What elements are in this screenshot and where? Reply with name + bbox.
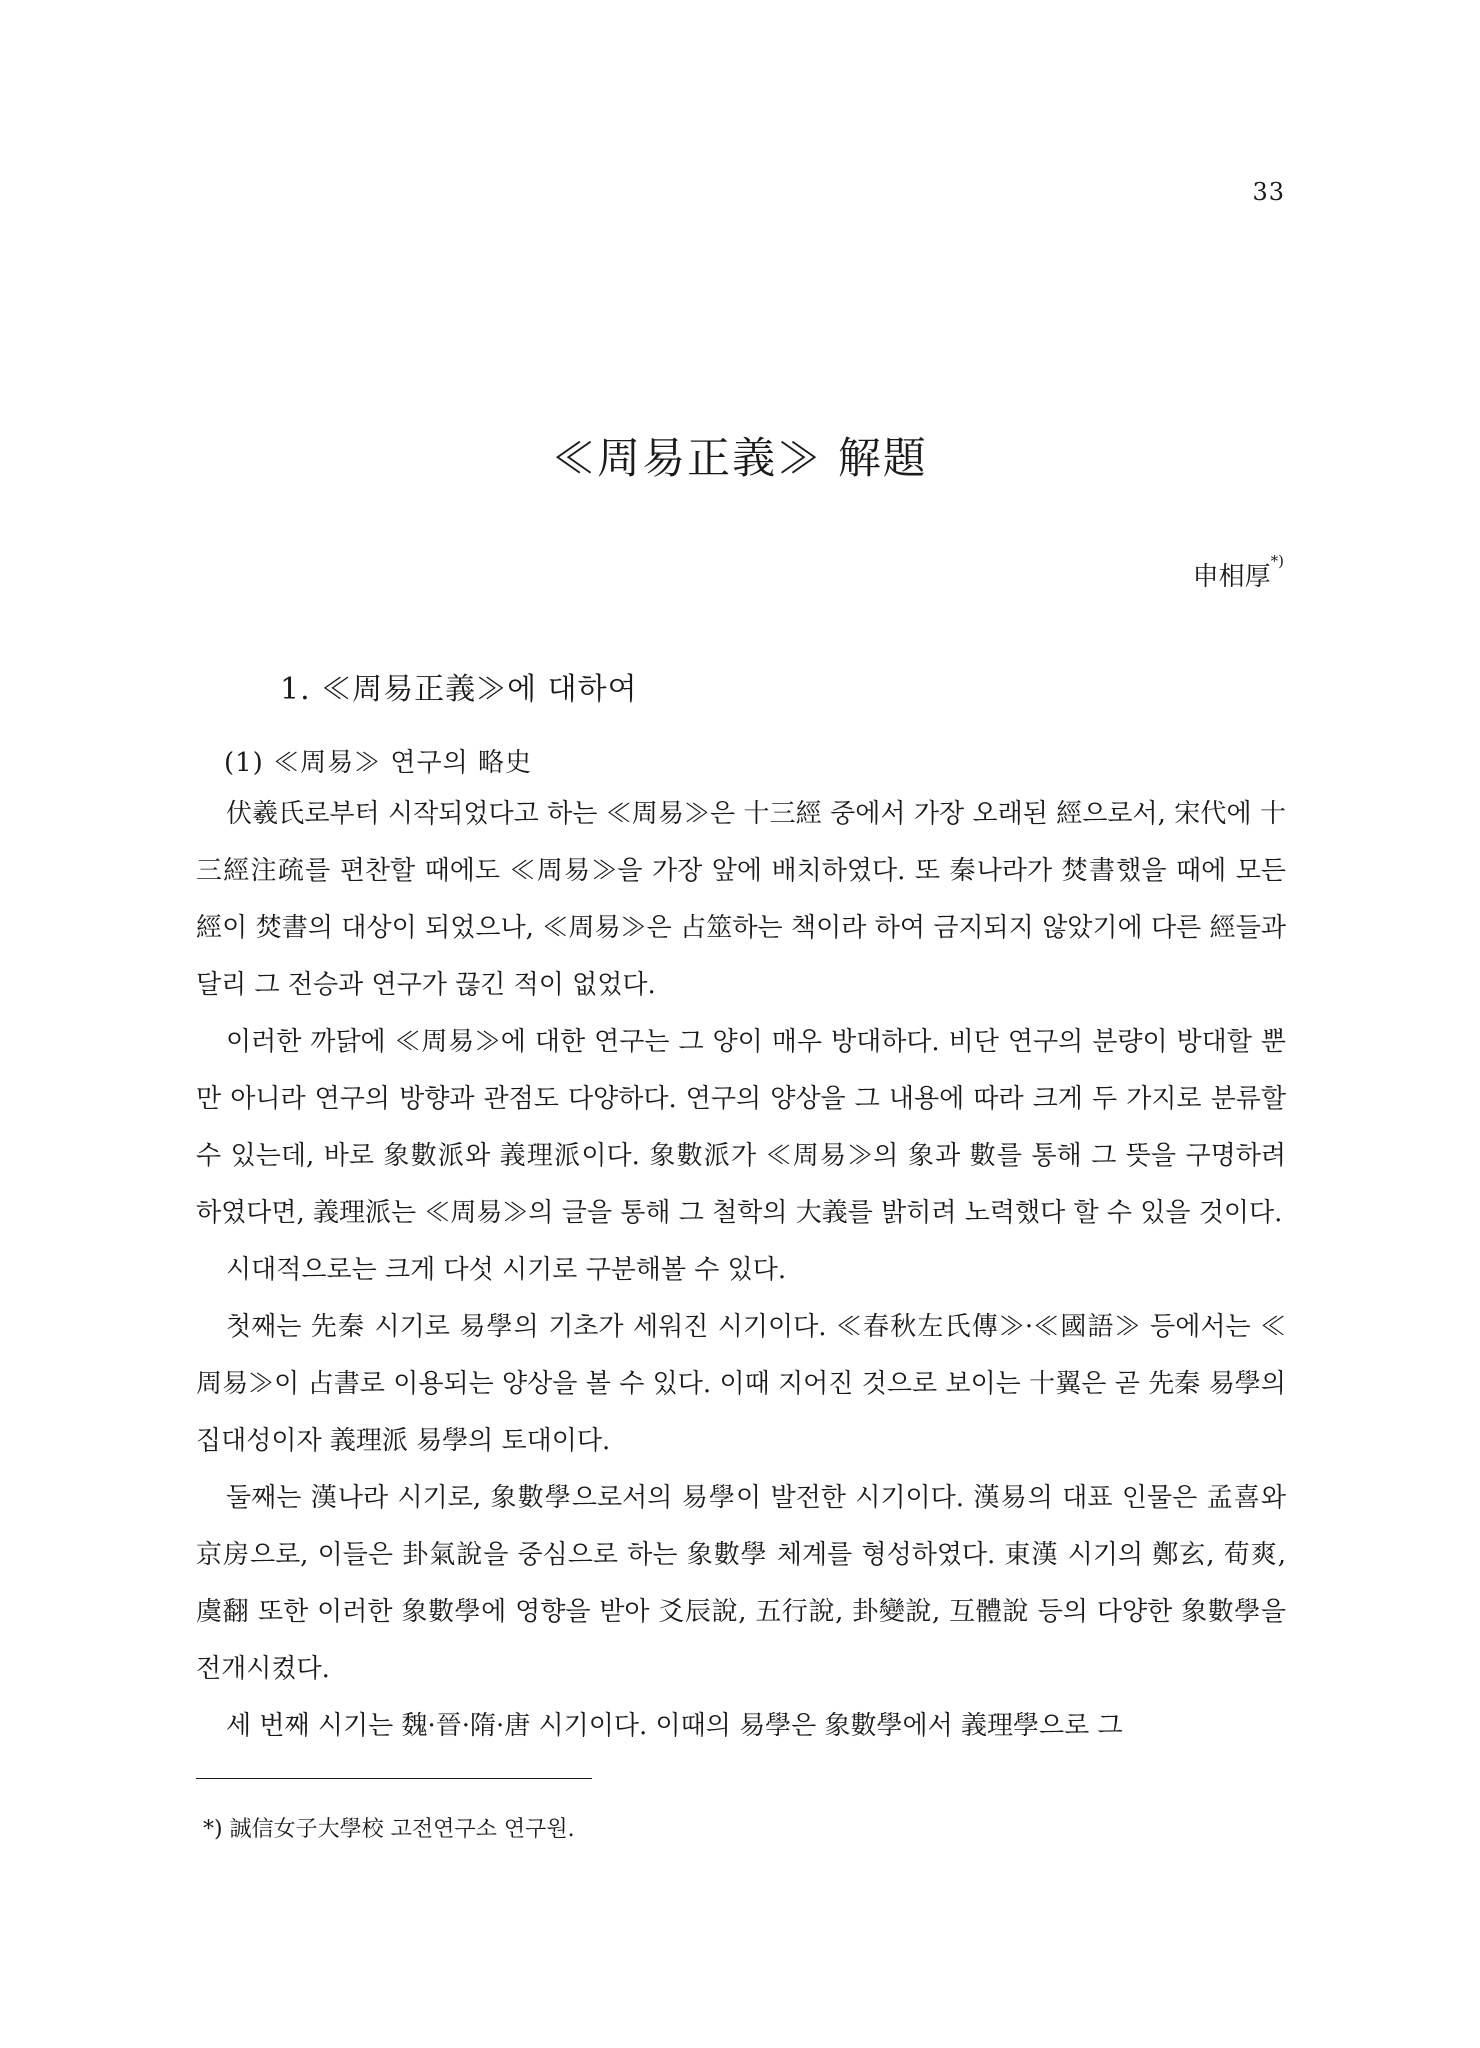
paragraph: 시대적으로는 크게 다섯 시기로 구분해볼 수 있다.: [226, 1255, 787, 1285]
section-heading: 1. ≪周易正義≫에 대하여: [280, 672, 638, 707]
author-footnote-mark[interactable]: *): [1270, 552, 1284, 570]
body-text: [196, 786, 1286, 1755]
paragraph: 세 번째 시기는 魏·晉·隋·唐 시기이다. 이때의 易學은 象數學에서 義理學으로 그: [226, 1711, 1123, 1741]
subsection-heading: (1) ≪周易≫ 연구의 略史: [224, 748, 532, 778]
paragraph: 伏羲氏로부터 시작되었다고 하는 ≪周易≫은 十三經 중에서 가장 오래된 經으로서, 宋代에 十三經注疏를 편찬할 때에도 ≪周易≫을 가장 앞에 배치하였다. 또 秦나라가 焚書했을 때에 모든 經이 焚書의 대상이 되었으나, ≪周易≫은 占筮하는 책이라 하여 금지되지 않았기에 다른 經들과 달리 그 전승과 연구가 끊긴 적이 없었다.: [196, 799, 1286, 1000]
document-title: ≪周易正義≫ 解題: [552, 434, 928, 484]
paragraph: 첫째는 先秦 시기로 易學의 기초가 세워진 시기이다. ≪春秋左氏傳≫·≪國語≫ 등에서는 ≪周易≫이 占書로 이용되는 양상을 볼 수 있다. 이때 지어진 것으로 보이는 十翼은 곧 先秦 易學의 집대성이자 義理派 易學의 토대이다.: [196, 1312, 1286, 1456]
paragraph: 이러한 까닭에 ≪周易≫에 대한 연구는 그 양이 매우 방대하다. 비단 연구의 분량이 방대할 뿐만 아니라 연구의 방향과 관점도 다양하다. 연구의 양상을 그 내용에 따라 크게 두 가지로 분류할 수 있는데, 바로 象數派와 義理派이다. 象數派가 ≪周易≫의 象과 數를 통해 그 뜻을 구명하려 하였다면, 義理派는 ≪周易≫의 글을 통해 그 철학의 大義를 밝히려 노력했다 할 수 있을 것이다.: [196, 1027, 1286, 1228]
author: [1192, 552, 1284, 593]
page-number: 33: [1252, 178, 1285, 206]
footnote: *) 誠信女子大學校 고전연구소 연구원.: [203, 1817, 575, 1842]
footnote-divider: [196, 1778, 592, 1779]
paragraph: 둘째는 漢나라 시기로, 象數學으로서의 易學이 발전한 시기이다. 漢易의 대표 인물은 孟喜와 京房으로, 이들은 卦氣說을 중심으로 하는 象數學 체계를 형성하였다. 東漢 시기의 鄭玄, 荀爽, 虞翻 또한 이러한 象數學에 영향을 받아 爻辰說, 五行說, 卦變說, 互體說 등의 다양한 象數學을 전개시켰다.: [196, 1483, 1286, 1684]
author-name: 申相厚: [1192, 562, 1271, 592]
